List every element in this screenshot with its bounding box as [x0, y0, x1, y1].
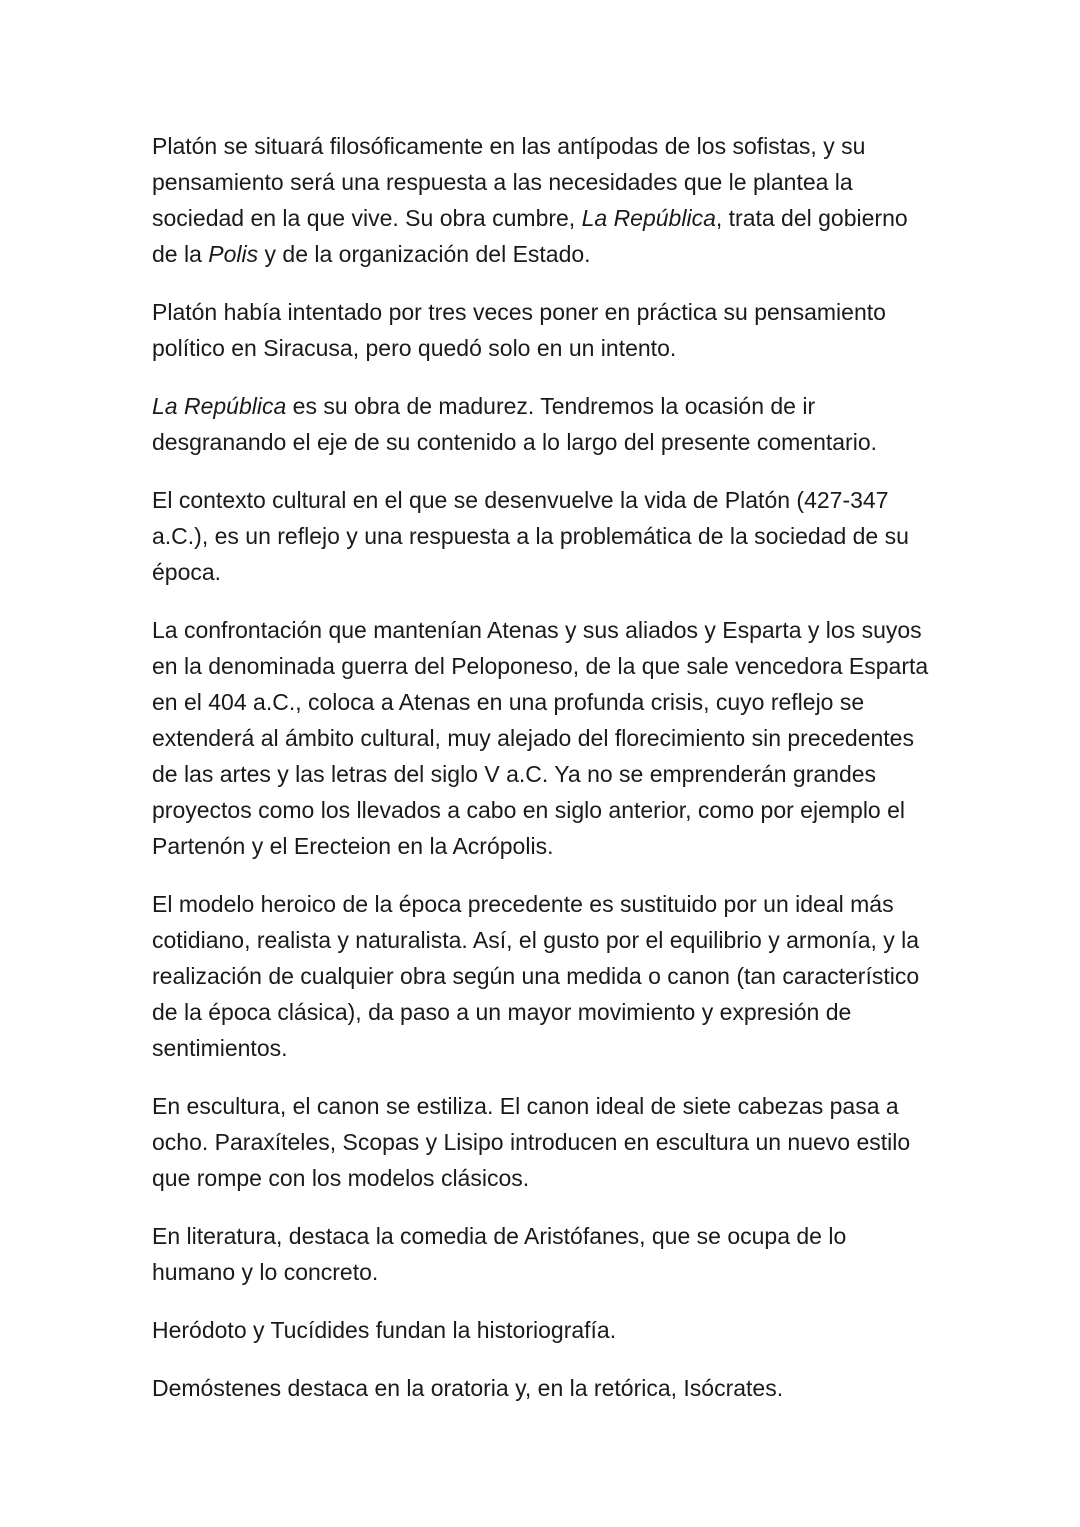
text-run: El modelo heroico de la época precedente es sustituido por un ideal más cotidiano, realista y naturalista. Así, el gusto por el equilibrio y armonía, y la realización de cualquier obra según una medida o canon (tan característico de la época clásica), da paso a un mayor movimiento y expresión de sentimientos. [152, 891, 920, 1061]
document-text-body [152, 128, 932, 1406]
paragraph [152, 1370, 932, 1406]
paragraph [152, 388, 932, 460]
italic-text-run: La República [581, 205, 716, 231]
paragraph [152, 482, 932, 590]
text-run: , trata del gobierno de la [152, 205, 908, 267]
paragraph [152, 128, 932, 272]
text-run: es su obra de madurez. Tendremos la ocasión de ir desgranando el eje de su contenido a lo largo del presente comentario. [152, 393, 877, 455]
italic-text-run: Polis [208, 241, 259, 267]
text-run: Demóstenes destaca en la oratoria y, en la retórica, Isócrates. [152, 1375, 784, 1401]
text-run: La confrontación que mantenían Atenas y sus aliados y Esparta y los suyos en la denominada guerra del Peloponeso, de la que sale vencedora Esparta en el 404 a.C., coloca a Atenas en una profunda crisis, cuyo reflejo se extenderá al ámbito cultural, muy alejado del florecimiento sin precedentes de las artes y las letras del siglo V a.C. Ya no se emprenderán grandes proyectos como los llevados a cabo en siglo anterior, como por ejemplo el Partenón y el Erecteion en la Acrópolis. [152, 617, 929, 859]
text-run: En escultura, el canon se estiliza. El canon ideal de siete cabezas pasa a ocho. Paraxíteles, Scopas y Lisipo introducen en escultura un nuevo estilo que rompe con los modelos clásicos. [152, 1093, 911, 1191]
paragraph [152, 612, 932, 864]
text-run: y de la organización del Estado. [258, 241, 591, 267]
paragraph [152, 886, 932, 1066]
text-run: El contexto cultural en el que se desenvuelve la vida de Platón (427-347 a.C.), es un reflejo y una respuesta a la problemática de la sociedad de su época. [152, 487, 909, 585]
paragraph [152, 294, 932, 366]
italic-text-run: La República [152, 393, 287, 419]
text-run: En literatura, destaca la comedia de Aristófanes, que se ocupa de lo humano y lo concreto. [152, 1223, 847, 1285]
paragraph [152, 1218, 932, 1290]
text-run: Platón se situará filosóficamente en las antípodas de los sofistas, y su pensamiento será una respuesta a las necesidades que le plantea la sociedad en la que vive. Su obra cumbre, [152, 133, 866, 231]
paragraph [152, 1088, 932, 1196]
text-run: Platón había intentado por tres veces poner en práctica su pensamiento político en Siracusa, pero quedó solo en un intento. [152, 299, 886, 361]
paragraph [152, 1312, 932, 1348]
text-run: Heródoto y Tucídides fundan la historiografía. [152, 1317, 617, 1343]
